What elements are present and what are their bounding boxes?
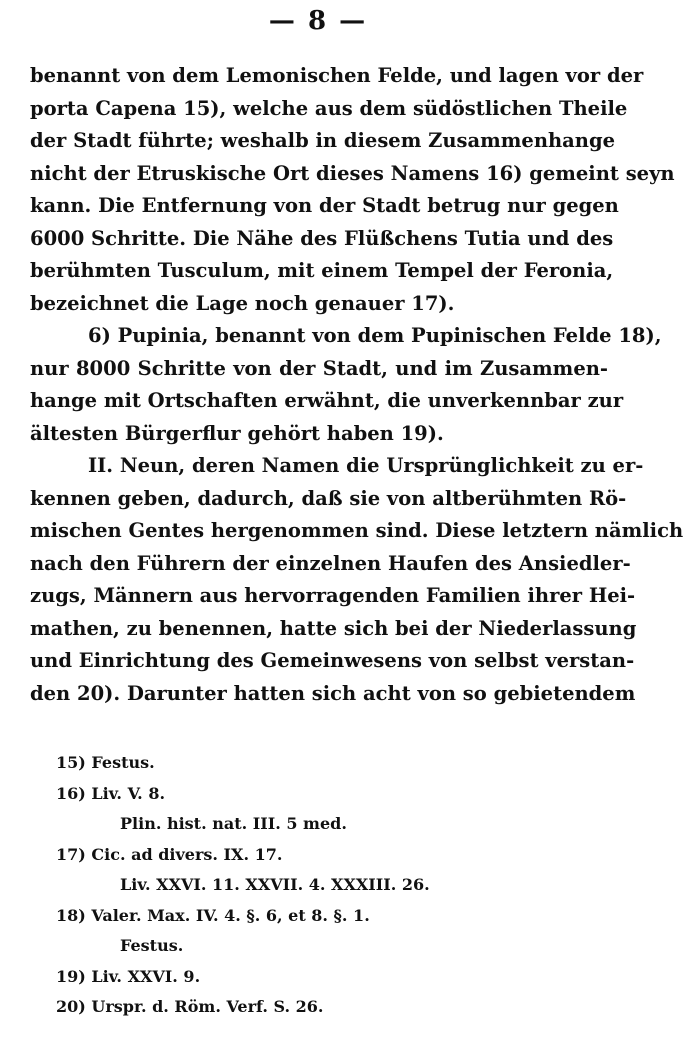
text-line: mischen Gentes hergenommen sind. Diese letztern nämlich [30, 519, 683, 542]
text-line: kennen geben, dadurch, daß sie von altberühmten Rö- [30, 486, 627, 510]
text-line: zugs, Männern aus hervorragenden Familien ihrer Hei- [30, 584, 636, 607]
footnote: 16) Liv. V. 8. [56, 783, 166, 803]
text-line: hange mit Ortschaften erwähnt, die unverkennbar zur [30, 389, 624, 412]
text-line: den 20). Darunter hatten sich acht von so gebietendem [30, 681, 636, 705]
footnote-continuation: Liv. XXVI. 11. XXVII. 4. XXXIII. 26. [120, 875, 430, 894]
text-line: nicht der Etruskische Ort dieses Namens 16) gemeint seyn [30, 161, 675, 185]
text-line: porta Capena 15), welche aus dem südöstlichen Theile [30, 96, 628, 120]
footnote: 15) Festus. [56, 753, 155, 772]
text-line: benannt von dem Lemonischen Felde, und lagen vor der [30, 64, 644, 87]
text-line: nur 8000 Schritte von der Stadt, und im Zusammen- [30, 356, 608, 380]
page-number: — 8 — [268, 6, 368, 36]
text-line: der Stadt führte; weshalb in diesem Zusammenhange [30, 129, 616, 152]
text-line: 6) Pupinia, benannt von dem Pupinischen Felde 18), [88, 324, 662, 347]
footnote-continuation: Festus. [120, 936, 184, 955]
footnote: 19) Liv. XXVI. 9. [56, 966, 201, 986]
text-line: nach den Führern der einzelnen Haufen des Ansiedler- [30, 551, 631, 575]
text-line: bezeichnet die Lage noch genauer 17). [30, 291, 455, 315]
footnote-continuation: Plin. hist. nat. III. 5 med. [120, 814, 347, 833]
body-text [30, 60, 683, 710]
text-line: II. Neun, deren Namen die Ursprünglichkeit zu er- [88, 454, 644, 477]
text-line: kann. Die Entfernung von der Stadt betrug nur gegen [30, 194, 619, 217]
footnote: 18) Valer. Max. IV. 4. §. 6, et 8. §. 1. [56, 905, 370, 925]
footnotes [56, 748, 596, 1023]
text-line: ältesten Bürgerflur gehört haben 19). [30, 421, 444, 445]
text-line: mathen, zu benennen, hatte sich bei der Niederlassung [30, 616, 637, 640]
text-line: berühmten Tusculum, mit einem Tempel der Feronia, [30, 259, 614, 282]
text-line: 6000 Schritte. Die Nähe des Flüßchens Tutia und des [30, 226, 614, 250]
footnote: 17) Cic. ad divers. IX. 17. [56, 844, 283, 864]
text-line: und Einrichtung des Gemeinwesens von selbst verstan- [30, 649, 635, 672]
footnote: 20) Urspr. d. Röm. Verf. S. 26. [56, 997, 324, 1016]
